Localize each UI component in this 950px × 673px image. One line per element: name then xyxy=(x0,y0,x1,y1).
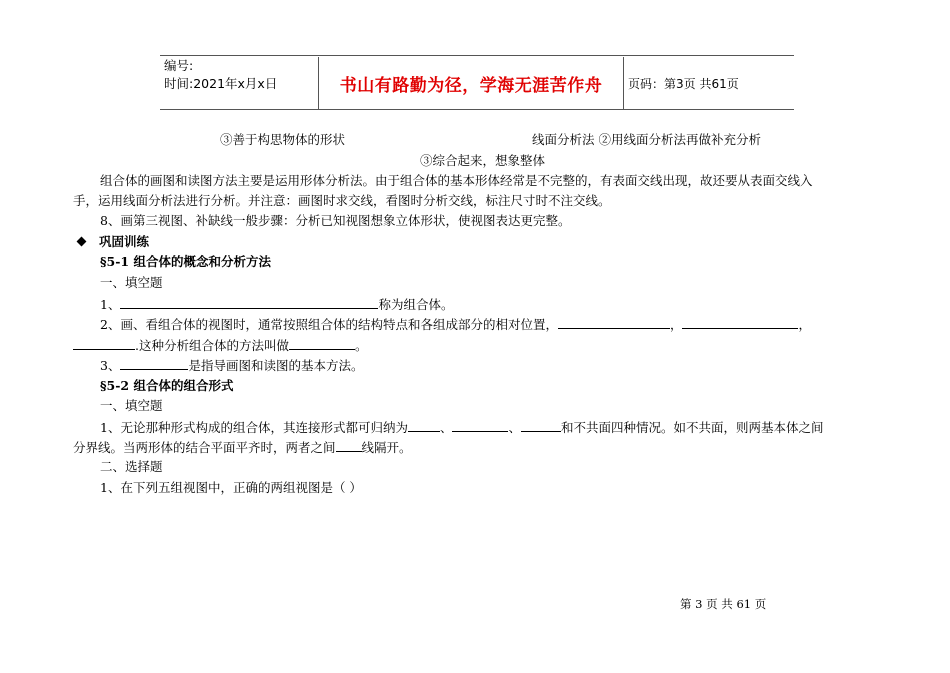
header-bottom-rule xyxy=(160,109,794,110)
header-motto: 书山有路勤为径，学海无涯苦作舟 xyxy=(339,75,603,96)
section-5-1-question-2: 2、画、看组合体的视图时，通常按照组合体的结构特点和各组成部分的相对位置， ， ， xyxy=(100,317,811,332)
answer-blank[interactable] xyxy=(336,439,362,452)
header-motto-box xyxy=(318,57,624,109)
section-5-1-title: §5-1 组合体的概念和分析方法 xyxy=(100,254,271,269)
section-5-2-title: §5-2 组合体的组合形式 xyxy=(100,378,234,393)
item-8-steps: 8、画第三视图、补缺线一般步骤：分析已知视图想象立体形状，使视图表达更完整。 xyxy=(100,213,571,228)
section-5-1-question-2-cont: .这种分析组合体的方法叫做 。 xyxy=(73,337,368,354)
answer-blank[interactable] xyxy=(521,419,561,432)
answer-blank[interactable] xyxy=(452,419,508,432)
analysis-line-method: 线面分析法 ②用线面分析法再做补充分析 xyxy=(532,132,761,147)
section-5-1-question-1: 1、 称为组合体。 xyxy=(100,297,454,312)
section-5-1-question-3: 3、 是指导画图和读图的基本方法。 xyxy=(100,358,364,373)
header-top-rule xyxy=(160,55,794,56)
paragraph-method-line-2: 手，运用线面分析法进行分析。并注意：画图时求交线，看图时分析交线，标注尺寸时不注交线。 xyxy=(73,193,611,208)
section-5-2-choice-heading: 二、选择题 xyxy=(100,459,163,474)
answer-blank[interactable] xyxy=(120,296,378,309)
section-5-1-fill-heading: 一、填空题 xyxy=(100,275,163,290)
section-5-2-question-1: 1、无论那种形式构成的组合体，其连接形式都可归纳为 、 、 和不共面四种情况。如不共面，则两基本体之间 xyxy=(100,420,824,435)
analysis-step-3-left: ③善于构思物体的形状 xyxy=(220,132,346,147)
exercise-heading xyxy=(78,234,149,250)
document-number-label: 编号: xyxy=(164,58,194,73)
answer-blank[interactable] xyxy=(408,419,440,432)
analysis-step-3-synthesis: ③综合起来，想象整体 xyxy=(420,153,546,168)
paragraph-method-line-1: 组合体的画图和读图方法主要是运用形体分析法。由于组合体的基本形体经常是不完整的，有表面交线出现，故还要从表面交线入 xyxy=(100,173,813,188)
answer-blank[interactable] xyxy=(682,316,798,329)
diamond-bullet-icon xyxy=(77,237,87,247)
header-left-block xyxy=(164,57,277,93)
header-page-label: 页码：第3页 共61页 xyxy=(628,77,739,91)
section-5-2-fill-heading: 一、填空题 xyxy=(100,398,163,413)
document-time-label: 时间:2021年x月x日 xyxy=(164,76,278,91)
answer-blank[interactable] xyxy=(120,357,188,370)
answer-blank[interactable] xyxy=(289,337,355,350)
section-5-2-choice-question-1: 1、在下列五组视图中，正确的两组视图是（ ） xyxy=(100,480,362,495)
footer-page-number: 第 3 页 共 61 页 xyxy=(680,597,767,611)
answer-blank[interactable] xyxy=(73,337,135,350)
section-5-2-question-1-cont: 分界线。当两形体的结合平面平齐时，两者之间 线隔开。 xyxy=(73,440,412,455)
exercise-heading-text: 巩固训练 xyxy=(99,234,150,249)
answer-blank[interactable] xyxy=(558,316,670,329)
